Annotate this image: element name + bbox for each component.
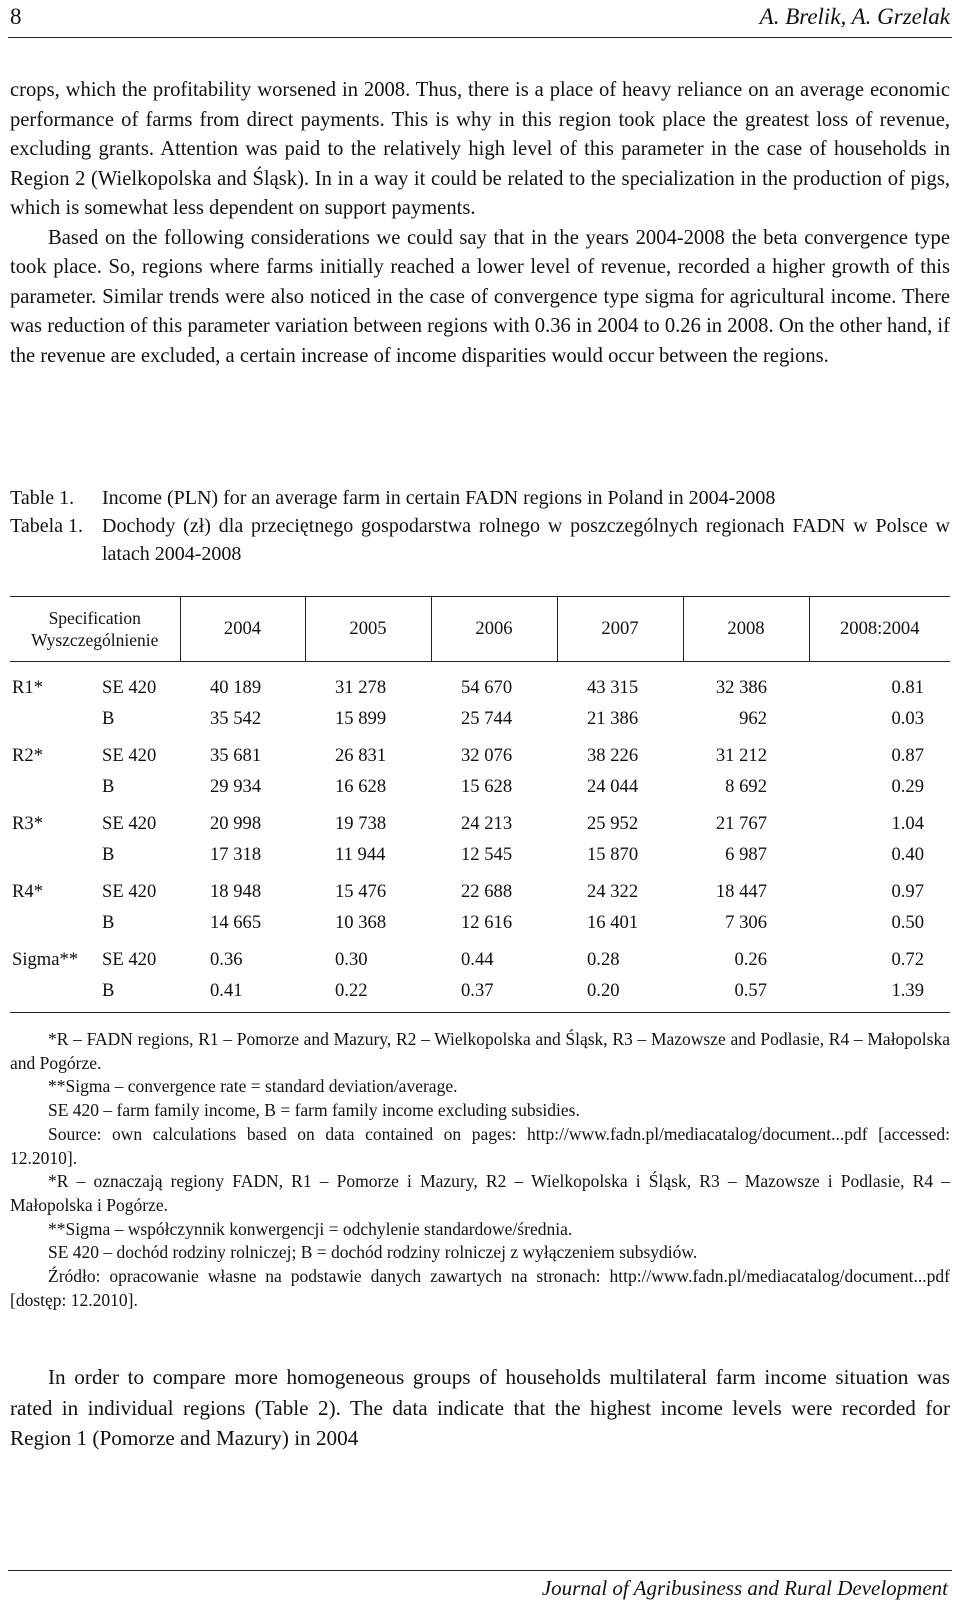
paragraph-3: In order to compare more homogeneous groups of households multilateral farm income situation was rated in individual regions (Table 2). The data indicate that the highest income levels were recorded for Region 1 (Pomorze and Mazury) in 2004 (10, 1365, 950, 1450)
ratio-cell: 0.97 (891, 880, 924, 902)
paragraph-2: Based on the following considerations we could say that in the years 2004-2008 the beta convergence type took place. So, regions where farms initially reached a lower level of revenue, recorded a higher growth of this parameter. Similar trends were also noticed in the case of convergence type sigma for agricultural income. There was reduction of this parameter variation between regions with 0.36 in 2004 to 0.26 in 2008. On the other hand, if the revenue are excluded, a certain increase of income disparities would occur between the regions. (10, 226, 950, 367)
caption-polish (10, 512, 950, 568)
region-cell: R4* (12, 880, 43, 902)
body-text-top (10, 76, 950, 371)
measure-cell: SE 420 (102, 676, 157, 698)
body-text-bottom (10, 1362, 950, 1454)
note-line: Source: own calculations based on data contained on pages: http://www.fadn.pl/mediacatalog/document...pdf [accessed: 12.2010]. (10, 1123, 950, 1168)
value-cell: 24 044 (587, 775, 639, 797)
value-cell: 0.22 (305, 975, 431, 1013)
measure-cell: B (102, 975, 180, 1013)
running-head (8, 2, 950, 36)
income-table-wrapper (10, 596, 950, 1013)
measure-cell: B (102, 775, 115, 797)
note-line: SE 420 – dochód rodziny rolniczej; B = dochód rodziny rolniczej z wyłączeniem subsydiów. (48, 1242, 698, 1263)
note-line: **Sigma – współczynnik konwergencji = odchylenie standardowe/średnia. (48, 1218, 573, 1239)
header-rule (8, 37, 952, 38)
measure-cell: B (102, 911, 115, 933)
value-cell: 15 476 (335, 880, 387, 902)
ratio-cell: 0.87 (891, 744, 924, 766)
spec-header-en: Specification (48, 608, 141, 628)
value-cell: 962 (739, 707, 767, 729)
value-cell: 32 386 (715, 676, 767, 698)
region-cell (10, 907, 102, 938)
region-cell (10, 703, 102, 734)
table-row (10, 662, 950, 704)
running-head-authors: A. Brelik, A. Grzelak (759, 4, 950, 29)
value-cell: 19 738 (335, 812, 387, 834)
table-row (10, 870, 950, 907)
value-cell: 20 998 (210, 812, 262, 834)
value-cell: 18 447 (715, 880, 767, 902)
value-cell: 0.26 (734, 948, 767, 970)
ratio-cell: 1.04 (891, 812, 924, 834)
value-cell: 0.37 (431, 975, 557, 1013)
note-line: SE 420 – farm family income, B = farm family income excluding subsidies. (48, 1100, 580, 1121)
spec-header-pl: Wyszczególnienie (31, 630, 159, 650)
ratio-cell: 0.81 (891, 676, 924, 698)
table-header-row (10, 597, 950, 662)
year-header: 2006 (431, 597, 557, 662)
note-line: Źródło: opracowanie własne na podstawie danych zawartych na stronach: http://www.fadn.pl/mediacatalog/document...pdf [dostęp: 12.2010]. (10, 1266, 950, 1310)
table-row (10, 703, 950, 734)
region-cell: R3* (12, 812, 43, 834)
value-cell: 0.57 (683, 975, 809, 1013)
region-cell (10, 975, 102, 1013)
region-cell: Sigma** (12, 948, 79, 970)
table-body (10, 662, 950, 1013)
ratio-cell: 0.72 (891, 948, 924, 970)
footer-rule (8, 1570, 952, 1571)
value-cell: 31 278 (335, 676, 387, 698)
value-cell: 21 386 (587, 707, 639, 729)
table-caption (10, 484, 950, 568)
caption-label-en: Table 1. (10, 487, 75, 509)
ratio-cell: 0.03 (891, 707, 924, 729)
ratio-cell: 0.40 (891, 843, 924, 865)
caption-english (10, 484, 950, 512)
value-cell: 21 767 (715, 812, 767, 834)
caption-text-en: Income (PLN) for an average farm in certain FADN regions in Poland in 2004-2008 (102, 487, 776, 509)
income-table (10, 596, 950, 1013)
year-header: 2007 (557, 597, 683, 662)
value-cell: 29 934 (210, 775, 262, 797)
region-cell: R2* (12, 744, 43, 766)
measure-cell: B (102, 843, 115, 865)
value-cell: 12 616 (461, 911, 513, 933)
page-number: 8 (10, 4, 22, 29)
measure-cell: SE 420 (102, 948, 157, 970)
value-cell: 7 306 (725, 911, 767, 933)
value-cell: 35 542 (210, 707, 262, 729)
ratio-cell: 0.29 (891, 775, 924, 797)
value-cell: 24 213 (461, 812, 513, 834)
table-row (10, 771, 950, 802)
value-cell: 25 744 (461, 707, 513, 729)
value-cell: 14 665 (210, 911, 262, 933)
measure-cell: B (102, 707, 115, 729)
value-cell: 18 948 (210, 880, 262, 902)
region-cell: R1* (12, 676, 43, 698)
region-cell (10, 771, 102, 802)
year-header: 2005 (305, 597, 431, 662)
table-row (10, 839, 950, 870)
note-line: *R – oznaczają regiony FADN, R1 – Pomorze i Mazury, R2 – Wielkopolska i Śląsk, R3 – Mazowsze i Podlasie, R4 – Małopolska i Pogórze. (10, 1171, 950, 1215)
value-cell: 43 315 (587, 676, 639, 698)
value-cell: 0.36 (210, 948, 243, 970)
measure-cell: SE 420 (102, 812, 157, 834)
caption-text-pl: Dochody (zł) dla przeciętnego gospodarstwa rolnego w poszczególnych regionach FADN w Polsce w latach 2004-2008 (102, 515, 950, 565)
year-header: 2004 (180, 597, 305, 662)
value-cell: 35 681 (210, 744, 262, 766)
measure-cell: SE 420 (102, 880, 157, 902)
ratio-header: 2008:2004 (809, 597, 950, 662)
table-row (10, 938, 950, 975)
footer-journal-title: Journal of Agribusiness and Rural Development (541, 1576, 948, 1600)
note-line: *R – FADN regions, R1 – Pomorze and Mazury, R2 – Wielkopolska and Śląsk, R3 – Mazowsze and Podlasie, R4 – Małopolska and Pogórze. (10, 1029, 950, 1073)
value-cell: 10 368 (335, 911, 387, 933)
value-cell: 15 899 (335, 707, 387, 729)
table-notes (10, 1028, 950, 1312)
value-cell: 0.44 (461, 948, 494, 970)
spec-header (10, 597, 180, 662)
value-cell: 8 692 (725, 775, 767, 797)
value-cell: 11 944 (335, 843, 386, 865)
year-header: 2008 (683, 597, 809, 662)
value-cell: 16 628 (335, 775, 387, 797)
value-cell: 16 401 (587, 911, 639, 933)
value-cell: 24 322 (587, 880, 639, 902)
value-cell: 0.20 (557, 975, 683, 1013)
measure-cell: SE 420 (102, 744, 157, 766)
value-cell: 25 952 (587, 812, 639, 834)
value-cell: 17 318 (210, 843, 262, 865)
table-row (10, 734, 950, 771)
region-cell (10, 839, 102, 870)
value-cell: 22 688 (461, 880, 513, 902)
value-cell: 38 226 (587, 744, 639, 766)
ratio-cell: 1.39 (809, 975, 950, 1013)
note-line: **Sigma – convergence rate = standard deviation/average. (48, 1076, 458, 1097)
value-cell: 0.28 (587, 948, 620, 970)
paragraph-1: crops, which the profitability worsened in 2008. Thus, there is a place of heavy reliance on an average economic performance of farms from direct payments. This is why in this region took place the greatest loss of revenue, excluding grants. Attention was paid to the relatively high level of this parameter in the case of households in Region 2 (Wielkopolska and Śląsk). In in a way it could be related to the specialization in the production of pigs, which is somewhat less dependent on support payments. (10, 79, 950, 219)
value-cell: 26 831 (335, 744, 387, 766)
value-cell: 12 545 (461, 843, 513, 865)
value-cell: 15 870 (587, 843, 639, 865)
value-cell: 15 628 (461, 775, 513, 797)
caption-label-pl: Tabela 1. (10, 515, 84, 537)
table-row (10, 907, 950, 938)
ratio-cell: 0.50 (891, 911, 924, 933)
table-row (10, 975, 950, 1013)
value-cell: 31 212 (715, 744, 767, 766)
value-cell: 54 670 (461, 676, 513, 698)
value-cell: 0.41 (180, 975, 305, 1013)
table-row (10, 802, 950, 839)
value-cell: 32 076 (461, 744, 513, 766)
value-cell: 40 189 (210, 676, 262, 698)
value-cell: 6 987 (725, 843, 767, 865)
value-cell: 0.30 (335, 948, 368, 970)
